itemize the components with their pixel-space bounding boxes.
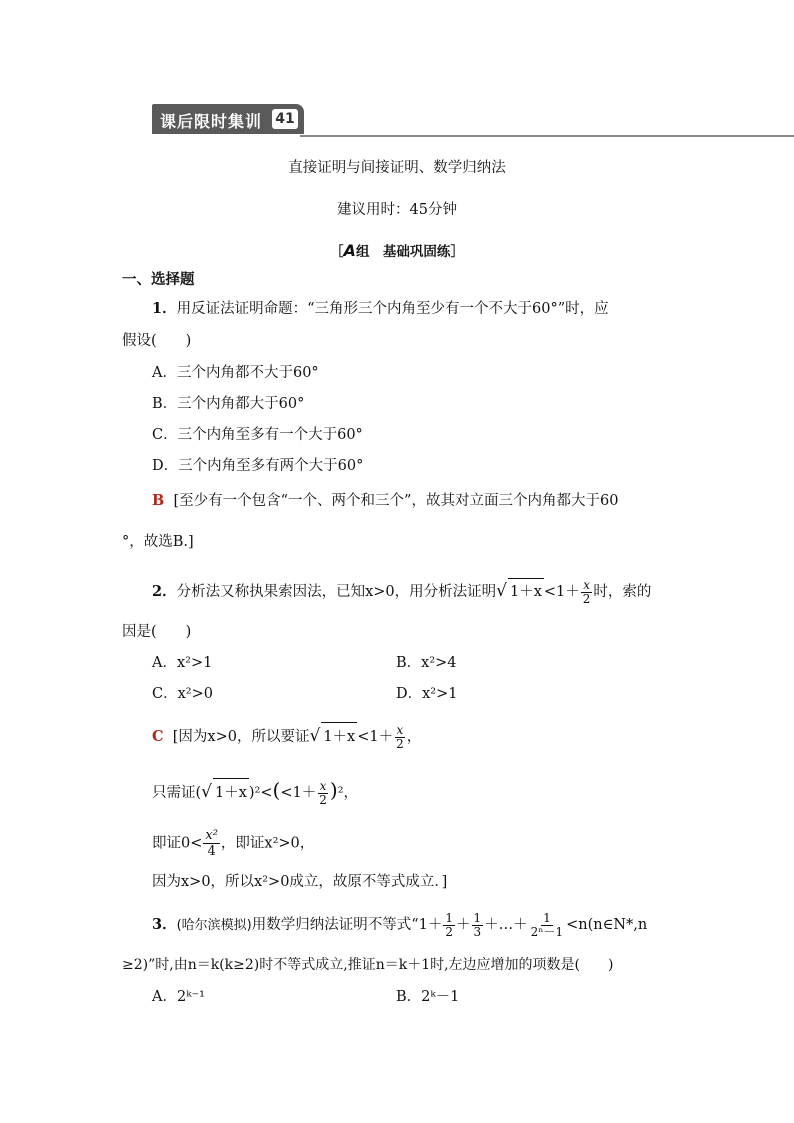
- q1-option-b: B．三个内角都大于60°: [152, 396, 305, 412]
- q1-answer: B: [152, 492, 165, 509]
- paren-close: ): [329, 778, 338, 802]
- q2-ex2-pre: 只需证(: [152, 785, 202, 801]
- q3-option-b: B．2ᵏ－1: [396, 989, 460, 1005]
- q2-ex1-frac-den: 2: [396, 736, 404, 751]
- q3-frac3: [529, 912, 565, 939]
- q2-ex3-frac-den: 4: [207, 844, 216, 859]
- q1-stem-line1: [152, 299, 609, 319]
- q3-option-a: A．2ᵏ⁻¹: [152, 989, 205, 1005]
- q2-stem-post: 时，索的: [593, 584, 652, 600]
- q3-source: (哈尔滨模拟): [176, 918, 252, 933]
- q3-stem-line1: 3．(哈尔滨模拟)用数学归纳法证明不等式“1＋ $\frac{1}{2}$ ＋ $\frac{1}{3}$ ＋…＋ $\frac{1}{\text{2ⁿ－1}}$ <n(n∈N*,n: [152, 910, 648, 939]
- q2-ex3-fraction: [203, 828, 220, 859]
- q2-option-d: D．x²>1: [396, 686, 458, 702]
- q3-frac2-den: 3: [473, 924, 482, 939]
- q2-option-c: C．x²>0: [152, 686, 213, 702]
- q3-stem-line2: ≥2)”时,由n＝k(k≥2)时不等式成立,推证n＝k＋1时,左边应增加的项数是( ): [122, 957, 614, 973]
- q1-option-a: A．三个内角都不大于60°: [152, 365, 319, 381]
- q2-ex3-pre: 即证0<: [152, 835, 203, 852]
- group-label-text: 组 基础巩固练: [355, 244, 451, 260]
- q3-frac2: [472, 912, 484, 939]
- q3-frac1-den: 2: [445, 924, 454, 939]
- q1-explanation-line2: °，故选B.]: [122, 534, 194, 550]
- q2-ex1-frac-num: x: [396, 722, 404, 737]
- q2-sqrt-content: 1＋x: [508, 578, 544, 605]
- q3-frac1: [443, 912, 455, 939]
- q2-frac-num: x: [583, 577, 590, 592]
- q1-explanation-text: [至少有一个包含“一个、两个和三个”，故其对立面三个内角都大于60: [173, 493, 619, 509]
- q1-stem-line2: 假设( ): [122, 333, 192, 349]
- sqrt-symbol-ex1: √: [309, 726, 321, 746]
- q1-option-d: D．三个内角至多有两个大于60°: [152, 458, 364, 474]
- q2-ex2-post: ²，: [337, 785, 359, 801]
- section-heading: 一、选择题: [122, 272, 195, 288]
- q2-ex3-post: ，即证x²>0，: [220, 835, 315, 852]
- group-letter: A: [343, 241, 356, 260]
- q1-stem-text: 用反证法证明命题：“三角形三个内角至少有一个不大于60°”时，应: [176, 301, 609, 317]
- header-lesson-number: 41: [272, 109, 298, 129]
- q2-explanation-line3: [152, 828, 314, 859]
- q1-number: 1．: [152, 300, 177, 317]
- sqrt-symbol-ex2: √: [201, 782, 213, 802]
- q2-explanation-line1: [152, 722, 421, 751]
- q2-ex2-frac-den: 2: [319, 792, 327, 807]
- group-bracket-open: ［: [330, 244, 344, 260]
- lesson-header: [152, 104, 712, 134]
- q1-explanation-line1: [152, 491, 618, 511]
- q3-stem-pre: 用数学归纳法证明不等式“1＋: [251, 917, 443, 933]
- document-title: 直接证明与间接证明、数学归纳法: [288, 160, 506, 176]
- q3-stem-post: <n(n∈N*,n: [566, 917, 648, 933]
- q2-explanation-line2: [152, 776, 358, 807]
- q2-stem-cond: x>0，用分析法证明: [365, 584, 497, 600]
- suggested-time: 建议用时：45分钟: [337, 202, 457, 218]
- q2-explanation-line4: 因为x>0，所以x²>0成立，故原不等式成立．]: [152, 874, 448, 890]
- q2-ex1-post: ，: [406, 729, 422, 745]
- q2-option-b: B．x²>4: [396, 655, 457, 671]
- q2-ex2-frac-num: x: [319, 778, 327, 793]
- q3-frac2-num: 1: [473, 910, 482, 925]
- q2-ex2-fraction: [317, 780, 329, 807]
- q2-fraction: [581, 579, 593, 606]
- q2-stem-pre: 分析法又称执果索因法，已知: [176, 584, 366, 600]
- q2-stem-line1: [152, 578, 651, 606]
- paren-open: (: [272, 778, 281, 802]
- group-bracket-close: ］: [450, 244, 464, 260]
- header-badge-text: 课后限时集训: [160, 112, 263, 131]
- q3-number: 3．: [152, 916, 177, 933]
- header-badge: [152, 104, 304, 134]
- q2-ex2-lt: <1＋: [280, 785, 317, 801]
- q2-ex1-sqrt: 1＋x: [321, 722, 357, 751]
- q2-lt: <1＋: [543, 584, 580, 600]
- q2-ex2-mid: )²<: [248, 785, 273, 801]
- header-rule: [300, 135, 794, 137]
- q2-ex1-pre: [因为x>0，所以要证: [172, 729, 310, 745]
- q3-frac3-den: 2ⁿ－1: [530, 924, 564, 939]
- q2-ex3-frac-num: x²: [205, 828, 218, 843]
- q3-frac1-num: 1: [445, 910, 454, 925]
- q2-option-a: A．x²>1: [152, 655, 213, 671]
- group-label: [0, 240, 794, 260]
- q2-stem-line2: 因是( ): [122, 624, 192, 640]
- q3-dots: ＋…＋: [484, 917, 528, 933]
- q2-frac-den: 2: [582, 591, 591, 606]
- q3-frac3-num: 1: [543, 910, 551, 925]
- sqrt-symbol: √: [496, 581, 507, 601]
- q2-ex1-lt: <1＋: [357, 729, 394, 745]
- q1-option-c: C．三个内角至多有一个大于60°: [152, 427, 363, 443]
- q2-ex1-fraction: [394, 724, 406, 751]
- q2-ex2-sqrt: 1＋x: [213, 778, 249, 807]
- q2-answer: C: [152, 728, 164, 745]
- q2-number: 2．: [152, 583, 177, 600]
